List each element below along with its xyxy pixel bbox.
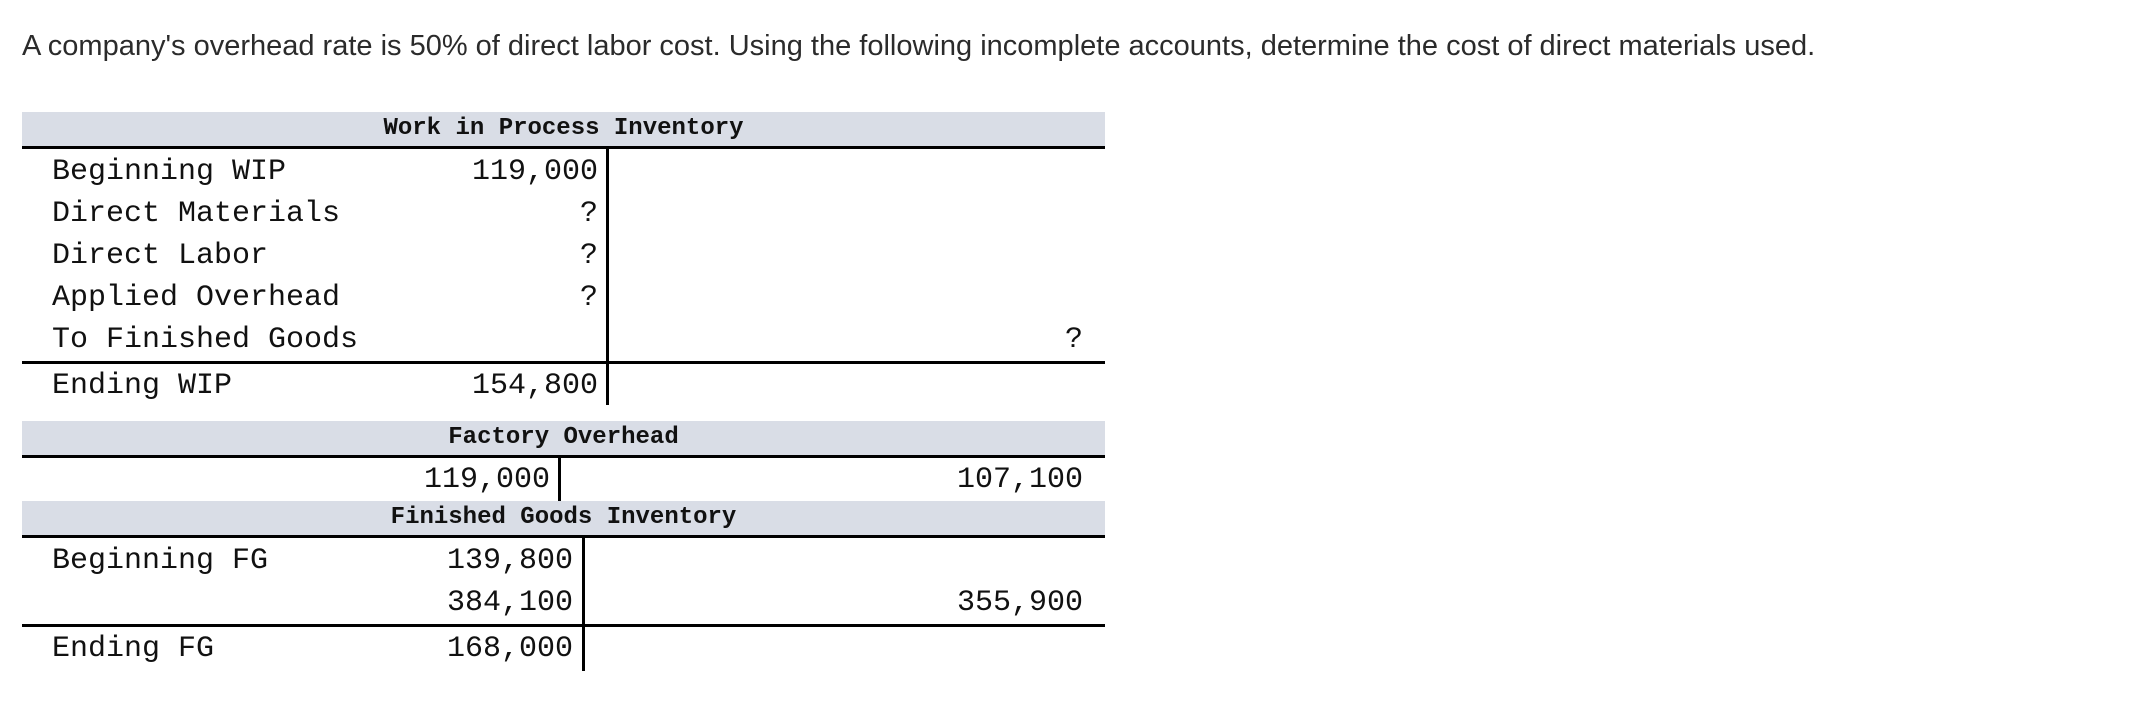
fg-row-debit: 384,100 [446, 586, 573, 620]
wip-row-debit: 119,000 [471, 155, 598, 189]
wip-t-divider [606, 149, 609, 405]
overhead-debit: 119,000 [423, 463, 550, 497]
wip-row-label: To Finished Goods [52, 323, 359, 357]
overhead-t-divider [558, 458, 561, 502]
wip-ending-debit: 154,800 [471, 369, 598, 403]
wip-row-label: Beginning WIP [52, 155, 287, 189]
fg-row-debit: 139,800 [446, 544, 573, 578]
fg-t-divider [582, 538, 585, 671]
wip-row-debit: ? [579, 239, 598, 273]
wip-row-label: Direct Materials [52, 197, 341, 231]
overhead-account-title: Factory Overhead [22, 421, 1105, 458]
question-text: A company's overhead rate is 50% of direct labor cost. Using the following incomplete accounts, determine the cost of direct materials used. [22, 30, 1816, 62]
fg-ending-label: Ending FG [52, 632, 215, 666]
overhead-credit: 107,100 [956, 463, 1083, 497]
wip-row-label: Applied Overhead [52, 281, 341, 315]
wip-total-line [22, 361, 1105, 364]
fg-account-title: Finished Goods Inventory [22, 501, 1105, 538]
wip-row-debit: ? [579, 197, 598, 231]
wip-account-title: Work in Process Inventory [22, 112, 1105, 149]
fg-total-line [22, 624, 1105, 627]
fg-row-label: Beginning FG [52, 544, 269, 578]
wip-row-credit: ? [1064, 323, 1083, 357]
fg-row-credit: 355,900 [956, 586, 1083, 620]
wip-row-label: Direct Labor [52, 239, 269, 273]
wip-row-debit: ? [579, 281, 598, 315]
wip-ending-label: Ending WIP [52, 369, 233, 403]
fg-ending-debit: 168,000 [446, 632, 573, 666]
